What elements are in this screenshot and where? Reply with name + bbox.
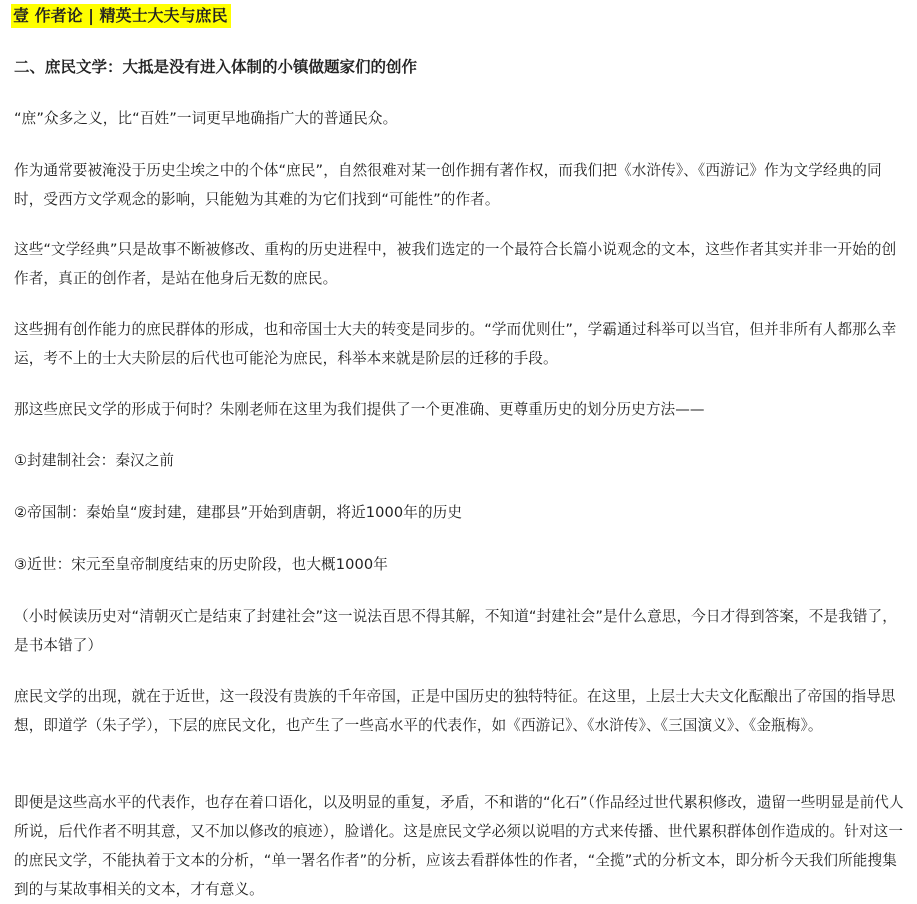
paragraph-5: 那这些庶民文学的形成于何时？朱刚老师在这里为我们提供了一个更准确、更尊重历史的划分历史方法—— (14, 401, 705, 418)
paragraph-6: 庶民文学的出现，就在于近世，这一段没有贵族的千年帝国，正是中国历史的独特特征。在这里，上层士大夫文化酝酿出了帝国的指导思想，即道学（朱子学），下层的庶民文化，也产生了一些高水平的代表作，如《西游记》、《水浒传》、《三国演义》、《金瓶梅》。 (14, 688, 896, 734)
paragraph-1: “庶”众多之义，比“百姓”一词更早地确指广大的普通民众。 (14, 110, 398, 127)
paragraph-3: 这些“文学经典”只是故事不断被修改、重构的历史进程中，被我们选定的一个最符合长篇小说观念的文本，这些作者其实并非一开始的创作者，真正的创作者，是站在他身后无数的庶民。 (14, 241, 897, 287)
paragraph-4: 这些拥有创作能力的庶民群体的形成，也和帝国士大夫的转变是同步的。“学而优则仕”，学霸通过科举可以当官，但并非所有人都那么幸运，考不上的士大夫阶层的后代也可能沦为庶民，科举本来就是阶层的迁移的手段。 (14, 321, 897, 367)
section-title: 壹 作者论 | 精英士大夫与庶民 (11, 4, 231, 28)
list-item-1: ①封建制社会：秦汉之前 (14, 452, 175, 469)
paragraph-2: 作为通常要被淹没于历史尘埃之中的个体“庶民”，自然很难对某一创作拥有著作权，而我们把《水浒传》、《西游记》作为文学经典的同时，受西方文学观念的影响，只能勉为其难的为它们找到“可能性”的作者。 (14, 162, 882, 208)
title-wrap (11, 4, 231, 28)
paragraph-7: 即便是这些高水平的代表作，也存在着口语化，以及明显的重复，矛盾，不和谐的“化石”（作品经过世代累积修改，遗留一些明显是前代人所说，后代作者不明其意，又不加以修改的痕迹），脸谱化。这是庶民文学必须以说唱的方式来传播、世代累积群体创作造成的。针对这一的庶民文学，不能执着于文本的分析，“单一署名作者”的分析，应该去看群体性的作者，“全揽”式的分析文本，即分析今天我们所能搜集到的与某故事相关的文本，才有意义。 (14, 794, 904, 898)
list-item-2: ②帝国制：秦始皇“废封建，建郡县”开始到唐朝，将近1000年的历史 (14, 504, 463, 521)
subsection-heading: 二、庶民文学：大抵是没有进入体制的小镇做题家们的创作 (14, 58, 418, 76)
list-item-3: ③近世：宋元至皇帝制度结束的历史阶段，也大概1000年 (14, 556, 388, 573)
paragraph-aside: （小时候读历史对“清朝灭亡是结束了封建社会”这一说法百思不得其解，不知道“封建社会”是什么意思，今日才得到答案，不是我错了，是书本错了） (14, 608, 897, 654)
